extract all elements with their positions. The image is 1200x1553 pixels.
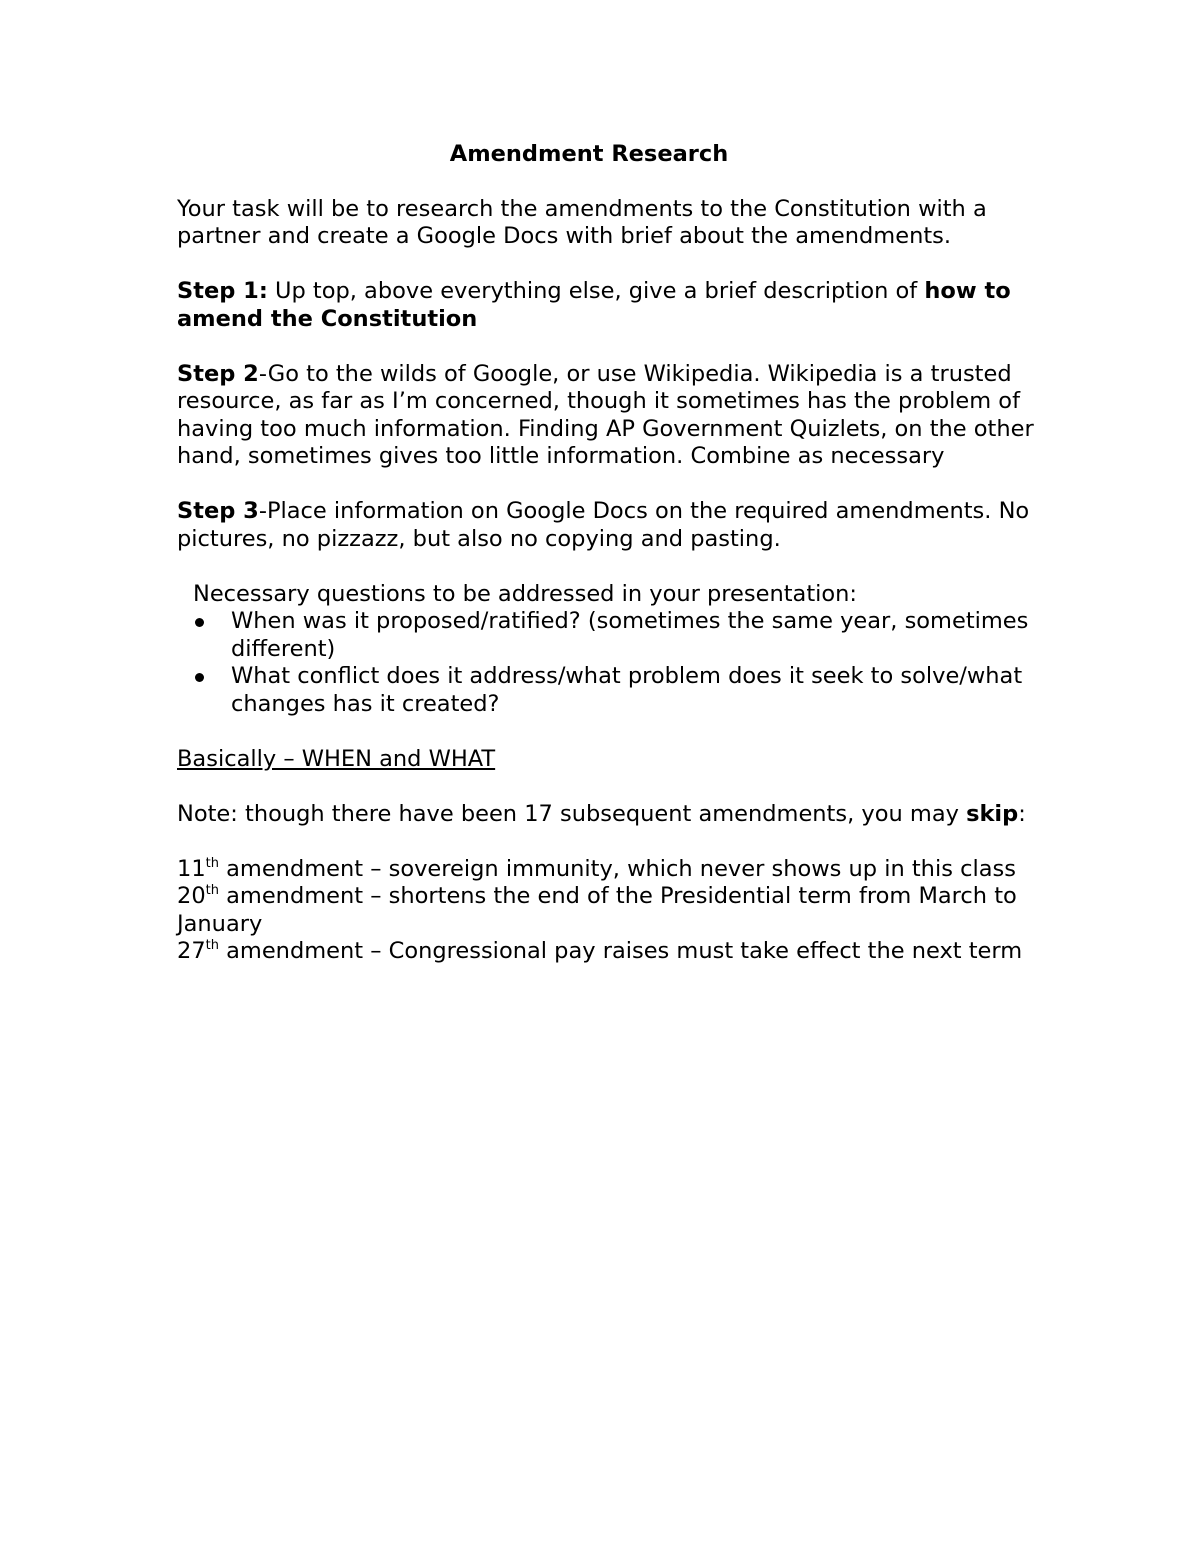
note-paragraph: [177, 801, 1057, 829]
amendment-suffix: th: [205, 855, 219, 871]
question-text: What conflict does it address/what problem does it seek to solve/what changes has it created?: [231, 663, 1023, 717]
step-3-label: Step 3: [177, 498, 259, 524]
step-2-label: Step 2: [177, 360, 259, 387]
bullet-icon: [195, 673, 204, 682]
note-end: :: [1018, 800, 1026, 827]
amendment-item: [177, 883, 1057, 938]
questions-list: [177, 608, 1057, 718]
amendment-text: amendment – sovereign immunity, which never shows up in this class: [218, 855, 1016, 882]
question-text: When was it proposed/ratified? (sometimes the same year, sometimes different): [231, 608, 1029, 662]
step-1-emphasis: how to amend the Constitution: [177, 278, 1011, 332]
intro-paragraph: Your task will be to research the amendments to the Constitution with a partner and create a Google Docs with brief about the amendments.: [177, 195, 987, 249]
basically-line: Basically – WHEN and WHAT: [177, 745, 496, 772]
amendment-number: 27: [177, 938, 206, 964]
step-2-paragraph: [177, 361, 1057, 471]
question-item: [231, 608, 1057, 663]
amendment-item: [177, 938, 1057, 966]
step-3-text: -Place information on Google Docs on the required amendments. No pictures, no pizzazz, but also no copying and pasting.: [177, 498, 1030, 552]
amendment-suffix: th: [205, 883, 219, 898]
step-1-label: Step 1:: [177, 278, 268, 304]
bullet-icon: [195, 618, 204, 627]
amendment-number: 20: [177, 883, 206, 909]
amendment-text: amendment – shortens the end of the Presidential term from March to January: [177, 883, 1017, 937]
amendment-text: amendment – Congressional pay raises must take effect the next term: [218, 938, 1023, 964]
note-emphasis: skip: [966, 800, 1019, 827]
step-2-text: -Go to the wilds of Google, or use Wikipedia. Wikipedia is a trusted resource, as far as I’m concerned, though it sometimes has the problem of having too much information. Finding AP Government Quizlets, on the other hand, sometimes gives too little information. Combine as necessary: [177, 360, 1034, 469]
amendment-item: [177, 856, 1057, 884]
step-1-text: Up top, above everything else, give a brief description of: [267, 278, 925, 304]
questions-heading: Necessary questions to be addressed in your presentation:: [193, 580, 858, 607]
amendments-list: [177, 856, 1057, 966]
step-1-paragraph: [177, 278, 1057, 333]
document-title: Amendment Research: [449, 141, 729, 167]
document-body: [177, 141, 1057, 966]
amendment-suffix: th: [205, 938, 219, 953]
step-3-paragraph: [177, 498, 1057, 553]
amendment-number: 11: [177, 855, 206, 882]
question-item: [231, 663, 1057, 718]
note-text: Note: though there have been 17 subsequent amendments, you may: [177, 800, 967, 827]
